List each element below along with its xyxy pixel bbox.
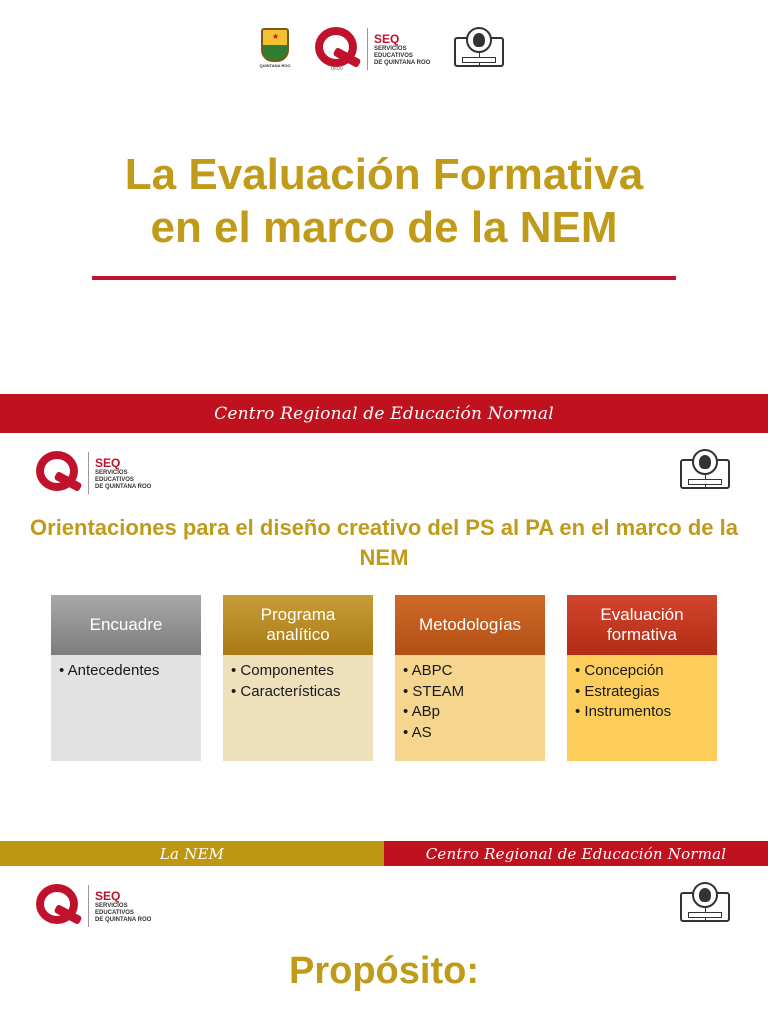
- slide-orientaciones: [0, 433, 768, 841]
- normal-school-seal-icon: [452, 27, 506, 71]
- seq-title: SEQ: [374, 31, 400, 46]
- footer-band-right: [384, 841, 768, 866]
- title-line-2: en el marco de la NEM: [150, 203, 618, 252]
- slide-title-heading: [0, 148, 768, 254]
- slide-title: [0, 0, 768, 394]
- seq-line: SERVICIOS: [95, 902, 128, 909]
- list-item: • Estrategias: [575, 682, 711, 703]
- seq-q-logo-icon: [34, 451, 82, 495]
- list-item: • Concepción: [575, 661, 711, 682]
- slide-heading: Orientaciones para el diseño creativo del PS al PA en el marco de la NEM: [30, 515, 738, 570]
- seq-line: SERVICIOS: [374, 45, 407, 52]
- footer-text: Centro Regional de Educación Normal: [214, 403, 554, 424]
- list-item: • ABp: [403, 702, 539, 723]
- seq-logo: [313, 27, 430, 71]
- column-metodologias: [395, 595, 545, 761]
- footer-band: [0, 394, 768, 433]
- seq-logo: [34, 884, 151, 928]
- normal-school-seal-icon: [678, 449, 732, 493]
- column-header: Metodologías: [395, 595, 545, 655]
- footer-text: La NEM: [159, 844, 225, 863]
- normal-school-seal-icon: [678, 882, 732, 926]
- column-header: Encuadre: [51, 595, 201, 655]
- column-programa-analitico: [223, 595, 373, 761]
- header-logos: [257, 26, 506, 72]
- column-header: Programa analítico: [223, 595, 373, 655]
- seq-q-logo-icon: [313, 27, 361, 71]
- title-divider: [92, 276, 676, 280]
- seq-line: SERVICIOS: [95, 469, 128, 476]
- list-item: • Instrumentos: [575, 702, 711, 723]
- footer-band-left: [0, 841, 384, 866]
- slide-proposito: [0, 866, 768, 1024]
- column-body: [395, 655, 545, 761]
- seq-line: DE QUINTANA ROO: [374, 59, 431, 66]
- seq-title: SEQ: [95, 455, 121, 470]
- seq-title: SEQ: [95, 888, 121, 903]
- crest-caption: QUINTANA ROO: [259, 63, 291, 68]
- seq-q-logo-icon: [34, 884, 82, 928]
- list-item: • STEAM: [403, 682, 539, 703]
- column-body: [223, 655, 373, 761]
- seq-line: EDUCATIVOS: [374, 52, 413, 59]
- column-body: [51, 655, 201, 761]
- seq-line: EDUCATIVOS: [95, 476, 134, 483]
- seq-line: EDUCATIVOS: [95, 909, 134, 916]
- list-item: • Antecedentes: [59, 661, 195, 682]
- seq-line: DE QUINTANA ROO: [95, 916, 152, 923]
- column-body: [567, 655, 717, 761]
- list-item: • Componentes: [231, 661, 367, 682]
- title-line-1: La Evaluación Formativa: [124, 150, 644, 199]
- list-item: • ABPC: [403, 661, 539, 682]
- slide-heading: Propósito:: [289, 950, 479, 992]
- seq-logo: [34, 451, 151, 495]
- seq-line: DE QUINTANA ROO: [95, 483, 152, 490]
- q-caption: QROO: [330, 66, 344, 71]
- column-evaluacion-formativa: [567, 595, 717, 761]
- list-item: • Características: [231, 682, 367, 703]
- column-encuadre: [51, 595, 201, 761]
- footer-text: Centro Regional de Educación Normal: [425, 844, 727, 863]
- quintana-roo-crest-icon: ★ QUINTANA ROO: [257, 26, 293, 72]
- column-header: Evaluación formativa: [567, 595, 717, 655]
- list-item: • AS: [403, 723, 539, 744]
